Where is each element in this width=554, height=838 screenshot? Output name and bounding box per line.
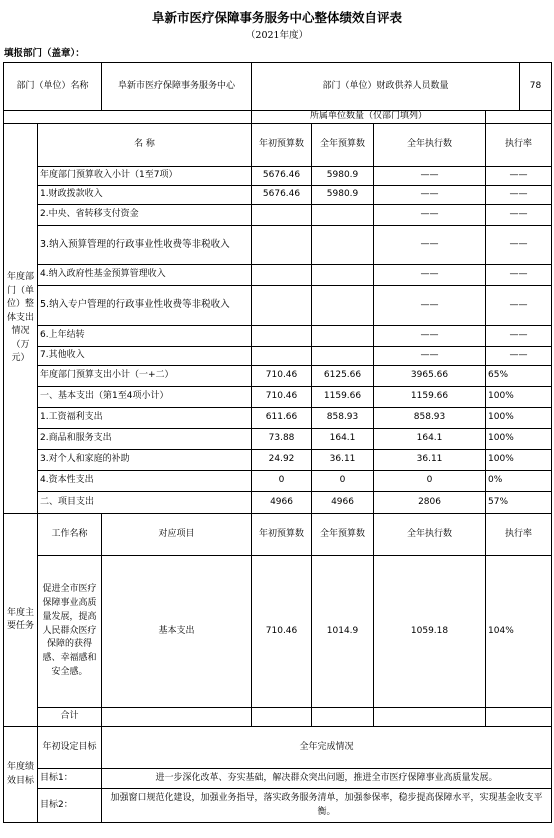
- subunit-count-label: 所属单位数量（仅部门填列）: [252, 111, 486, 124]
- task-row: [4, 556, 552, 708]
- row-exec: 164.1: [374, 429, 486, 450]
- row-full: 1159.66: [312, 387, 374, 408]
- col-header-rate: 执行率: [486, 514, 552, 556]
- row-name: 1.财政拨款收入: [38, 186, 252, 205]
- table-row: [4, 186, 552, 205]
- row-exec: 858.93: [374, 408, 486, 429]
- row-name: 一、基本支出（第1至4项小计）: [38, 387, 252, 408]
- col-header-project: 对应项目: [102, 514, 252, 556]
- dept-name-value: 阜新市医疗保障事务服务中心: [102, 63, 252, 111]
- row-name: 2.商品和服务支出: [38, 429, 252, 450]
- col-header-full: 全年预算数: [312, 514, 374, 556]
- task-full: 1014.9: [312, 556, 374, 708]
- goals-side-label: 年度绩效目标: [4, 727, 38, 823]
- goals-header-row: [4, 727, 552, 769]
- filler-label: 填报部门（盖章）：: [4, 48, 85, 59]
- row-begin: [252, 347, 312, 366]
- row-name: 3.对个人和家庭的补助: [38, 450, 252, 471]
- row-begin: 0: [252, 471, 312, 492]
- row-name: 5.纳入专户管理的行政事业性收费等非税收入: [38, 286, 252, 326]
- col-header-begin: 年初预算数: [252, 124, 312, 167]
- staff-count-label: 部门（单位）财政供养人员数量: [252, 63, 520, 111]
- row-rate: 100%: [486, 408, 552, 429]
- row-exec: 36.11: [374, 450, 486, 471]
- row-exec: ——: [374, 265, 486, 286]
- row-rate: 100%: [486, 429, 552, 450]
- row-rate: ——: [486, 167, 552, 186]
- row-full: [312, 326, 374, 347]
- row-name: 年度部门预算支出小计（一+二）: [38, 366, 252, 387]
- col-header-exec: 全年执行数: [374, 514, 486, 556]
- row-begin: [252, 265, 312, 286]
- row-rate: 65%: [486, 366, 552, 387]
- row-full: 164.1: [312, 429, 374, 450]
- row-name: 4.纳入政府性基金预算管理收入: [38, 265, 252, 286]
- table-row: [4, 265, 552, 286]
- row-exec: 3965.66: [374, 366, 486, 387]
- row-begin: 710.46: [252, 366, 312, 387]
- row-exec: ——: [374, 186, 486, 205]
- row-exec: ——: [374, 205, 486, 226]
- col-header-begin: 年初预算数: [252, 514, 312, 556]
- row-rate: ——: [486, 347, 552, 366]
- row-name: 3.纳入预算管理的行政事业性收费等非税收入: [38, 226, 252, 265]
- report-year: （2021年度）: [245, 30, 309, 41]
- goal-text: 进一步深化改革、夯实基础，解决群众突出问题，推进全市医疗保障事业高质量发展。: [102, 769, 552, 789]
- row-full: 5980.9: [312, 167, 374, 186]
- row-exec: ——: [374, 167, 486, 186]
- task-begin: 710.46: [252, 556, 312, 708]
- col-header-goal: 年初设定目标: [38, 727, 102, 769]
- task-work-name: 促进全市医疗保障事业高质量发展，提高人民群众医疗保障的获得感、幸福感和安全感。: [38, 556, 102, 708]
- table-row: [4, 366, 552, 387]
- total-label: 合计: [38, 708, 102, 727]
- table-row: [4, 226, 552, 265]
- row-name: 年度部门预算收入小计（1至7项）: [38, 167, 252, 186]
- budget-header-row: [4, 124, 552, 167]
- table-row: [4, 492, 552, 514]
- row-rate: ——: [486, 286, 552, 326]
- goal-label: 目标1：: [38, 769, 102, 789]
- table-row: [4, 429, 552, 450]
- table-row: [4, 326, 552, 347]
- row-exec: 1159.66: [374, 387, 486, 408]
- page-title: 阜新市医疗保障事务服务中心整体绩效自评表: [151, 10, 402, 25]
- row-exec: ——: [374, 226, 486, 265]
- row-begin: [252, 226, 312, 265]
- row-name: 4.资本性支出: [38, 471, 252, 492]
- row-full: [312, 347, 374, 366]
- row-full: 6125.66: [312, 366, 374, 387]
- task-exec: 1059.18: [374, 556, 486, 708]
- subunit-count-value: [486, 111, 552, 124]
- table-row: [4, 347, 552, 366]
- row-begin: 611.66: [252, 408, 312, 429]
- row-full: [312, 226, 374, 265]
- row-name: 6.上年结转: [38, 326, 252, 347]
- row-begin: 5676.46: [252, 186, 312, 205]
- row-exec: ——: [374, 326, 486, 347]
- row-name: 二、项目支出: [38, 492, 252, 514]
- goal-label: 目标2：: [38, 789, 102, 823]
- staff-count-value: 78: [520, 63, 552, 111]
- table-row: [4, 408, 552, 429]
- table-row: [4, 387, 552, 408]
- col-header-work: 工作名称: [38, 514, 102, 556]
- row-rate: ——: [486, 265, 552, 286]
- dept-name-label: 部门（单位）名称: [4, 63, 102, 111]
- col-header-name: 名 称: [38, 124, 252, 167]
- row-begin: 5676.46: [252, 167, 312, 186]
- col-header-rate: 执行率: [486, 124, 552, 167]
- row-begin: [252, 205, 312, 226]
- task-project: 基本支出: [102, 556, 252, 708]
- row-full: 4966: [312, 492, 374, 514]
- row-rate: 0%: [486, 471, 552, 492]
- row-rate: ——: [486, 205, 552, 226]
- row-begin: [252, 326, 312, 347]
- row-full: 5980.9: [312, 186, 374, 205]
- row-full: [312, 205, 374, 226]
- row-rate: ——: [486, 226, 552, 265]
- row-begin: 4966: [252, 492, 312, 514]
- row-rate: 100%: [486, 450, 552, 471]
- row-rate: 57%: [486, 492, 552, 514]
- row-full: 0: [312, 471, 374, 492]
- subunit-row: [4, 111, 552, 124]
- row-full: [312, 265, 374, 286]
- col-header-exec: 全年执行数: [374, 124, 486, 167]
- budget-side-label: 年度部门（单位）整体支出情况（万元）: [4, 124, 38, 514]
- col-header-full: 全年预算数: [312, 124, 374, 167]
- table-row: [4, 471, 552, 492]
- row-name: 2.中央、省转移支付资金: [38, 205, 252, 226]
- col-header-done: 全年完成情况: [102, 727, 552, 769]
- row-begin: 24.92: [252, 450, 312, 471]
- table-row: [4, 450, 552, 471]
- row-rate: 100%: [486, 387, 552, 408]
- row-rate: ——: [486, 326, 552, 347]
- row-begin: [252, 286, 312, 326]
- task-rate: 104%: [486, 556, 552, 708]
- table-row: [4, 167, 552, 186]
- row-begin: 710.46: [252, 387, 312, 408]
- goal-text: 加强窗口规范化建设，加强业务指导，落实政务服务清单，加强参保率，稳步提高保障水平，实现基金收支平衡。: [102, 789, 552, 823]
- row-name: 1.工资福利支出: [38, 408, 252, 429]
- row-full: 36.11: [312, 450, 374, 471]
- row-exec: ——: [374, 286, 486, 326]
- tasks-side-label: 年度主要任务: [4, 514, 38, 727]
- table-row: [4, 286, 552, 326]
- row-full: [312, 286, 374, 326]
- dept-row: [4, 63, 552, 111]
- tasks-header-row: [4, 514, 552, 556]
- goal-row: [4, 769, 552, 789]
- row-name: 7.其他收入: [38, 347, 252, 366]
- tasks-total-row: [4, 708, 552, 727]
- row-exec: 0: [374, 471, 486, 492]
- row-exec: ——: [374, 347, 486, 366]
- goal-row: [4, 789, 552, 823]
- evaluation-table: [3, 62, 552, 823]
- row-rate: ——: [486, 186, 552, 205]
- row-exec: 2806: [374, 492, 486, 514]
- table-row: [4, 205, 552, 226]
- row-full: 858.93: [312, 408, 374, 429]
- row-begin: 73.88: [252, 429, 312, 450]
